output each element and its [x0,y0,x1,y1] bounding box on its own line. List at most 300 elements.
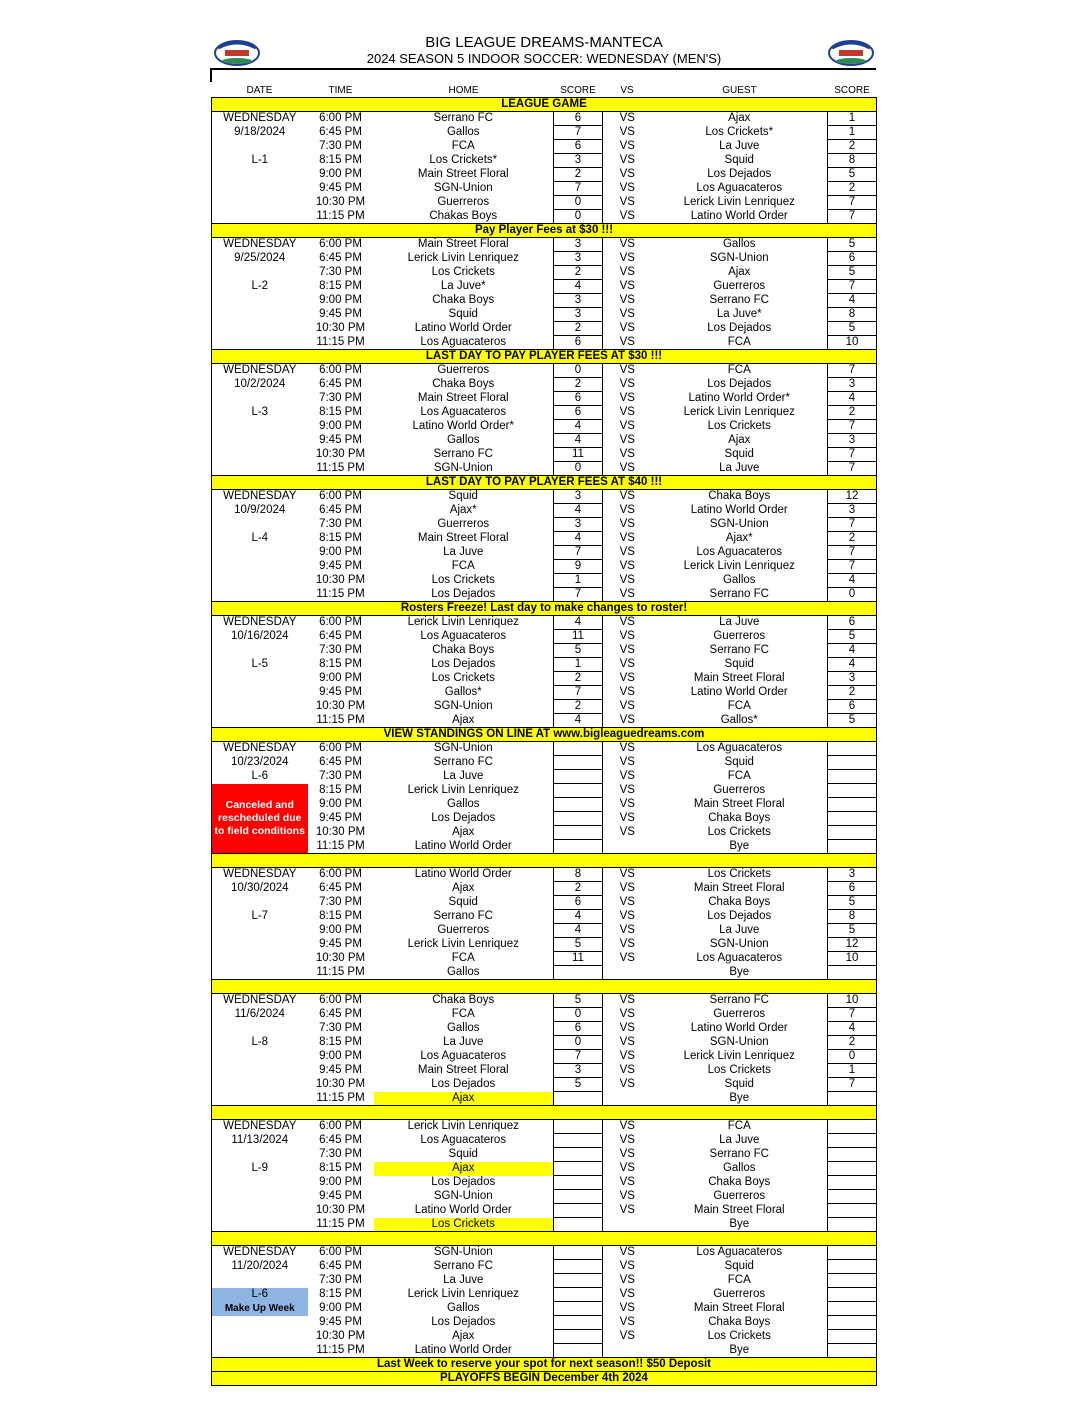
date-cell: 10/23/2024 [212,756,308,770]
vs-header: VS [603,84,652,98]
game-row [212,532,877,546]
home-team: Ajax [452,1330,475,1342]
time-cell: 9:00 PM [319,1176,362,1188]
guest-team: Chaka Boys [708,812,771,824]
game-row [212,280,877,294]
guest-team: Main Street Floral [693,882,785,894]
time-cell: 10:30 PM [315,448,366,460]
time-cell: 7:30 PM [319,896,362,908]
game-row [212,252,877,266]
date-cell: 11/13/2024 [212,1134,308,1148]
home-score: 4 [554,616,603,630]
home-score: 4 [554,924,603,938]
game-row [212,364,877,378]
time-cell: 8:15 PM [319,1162,362,1174]
home-score: 7 [554,1050,603,1064]
time-cell: 6:45 PM [319,378,362,390]
home-score: 6 [554,140,603,154]
date-cell: WEDNESDAY [212,364,308,378]
guest-score: 12 [828,490,877,504]
home-score: 6 [554,112,603,126]
time-cell: 8:15 PM [319,1036,362,1048]
game-row [212,1330,877,1344]
guest-team: Latino World Order [690,686,788,698]
vs-cell: VS [619,518,635,530]
game-row [212,700,877,714]
guest-team: Bye [729,1217,750,1230]
time-cell: 11:15 PM [316,461,365,474]
vs-cell: VS [619,630,635,642]
vs-cell: VS [619,448,635,460]
home-team: Los Dejados [431,812,496,824]
guest-team: Los Aguacateros [696,952,783,964]
guest-score: 1 [828,112,877,126]
guest-score: 5 [828,266,877,280]
time-cell: 9:00 PM [319,1302,362,1314]
week-banner-text: Pay Player Fees at $30 !!! [212,224,877,238]
game-row [212,574,877,588]
guest-score [828,966,877,980]
vs-cell: VS [619,280,635,292]
date-cell [212,392,308,406]
date-cell: L-8 [212,1036,308,1050]
date-cell [212,1330,308,1344]
week-banner [212,1232,877,1246]
week-banner [212,1106,877,1120]
time-cell: 6:45 PM [319,252,362,264]
home-score: 0 [554,210,603,224]
guest-score: 1 [828,1064,877,1078]
game-row [212,1162,877,1176]
vs-cell: VS [619,182,635,194]
date-cell [212,322,308,336]
vs-cell: VS [619,406,635,418]
vs-cell: VS [619,1134,635,1146]
game-row [212,826,877,840]
guest-team: Main Street Floral [693,798,785,810]
home-score: 4 [554,420,603,434]
date-cell [212,714,308,728]
home-score: 7 [554,182,603,196]
home-score: 3 [554,490,603,504]
page-subtitle: 2024 SEASON 5 INDOOR SOCCER: WEDNESDAY (MEN'S) [366,51,722,66]
time-cell: 9:45 PM [319,560,362,572]
footer-banner [212,1372,877,1386]
home-team: Chaka Boys [432,644,495,656]
date-cell: WEDNESDAY [212,1246,308,1260]
vs-cell: VS [619,266,635,278]
guest-team: Squid [724,756,754,768]
guest-team: Los Dejados [707,168,772,180]
time-cell: 11:15 PM [316,335,365,348]
home-score: 2 [554,266,603,280]
date-cell: WEDNESDAY [212,1120,308,1134]
vs-cell: VS [619,1120,635,1133]
time-cell: 11:15 PM [316,713,365,726]
guest-team: Serrano FC [709,1148,769,1160]
game-row [212,1092,877,1106]
time-cell: 6:00 PM [319,364,362,377]
guest-team: La Juve* [716,308,762,320]
vs-cell: VS [619,1316,635,1328]
home-team: SGN-Union [433,182,493,194]
guest-team: La Juve [719,1134,760,1146]
guest-team: Latino World Order* [688,392,790,404]
vs-cell: VS [619,713,635,726]
guest-team: Serrano FC [709,587,769,600]
date-cell: 10/16/2024 [212,630,308,644]
date-cell: WEDNESDAY [212,868,308,882]
date-cell: 9/18/2024 [212,126,308,140]
guest-score [828,1246,877,1260]
home-score-header: SCORE [554,84,603,98]
home-score [554,1134,603,1148]
home-team: Serrano FC [433,448,493,460]
date-cell: 11/6/2024 [212,1008,308,1022]
guest-team: FCA [727,1120,751,1133]
home-team: Latino World Order [414,322,512,334]
date-cell: L-4 [212,532,308,546]
guest-score: 2 [828,406,877,420]
date-cell [212,546,308,560]
guest-team: La Juve [719,924,760,936]
guest-score: 5 [828,630,877,644]
vs-cell: VS [619,742,635,755]
vs-cell [603,1218,652,1232]
vs-cell: VS [619,126,635,138]
home-team: Serrano FC [433,1260,493,1272]
home-team: Los Dejados [431,1316,496,1328]
game-row [212,294,877,308]
home-team: Gallos [446,965,480,978]
time-cell: 7:30 PM [319,1274,362,1286]
date-cell [212,140,308,154]
home-score: 7 [554,126,603,140]
guest-score: 6 [828,616,877,630]
time-cell: 6:45 PM [319,504,362,516]
home-team: Los Dejados [431,1176,496,1188]
guest-score: 8 [828,910,877,924]
guest-team: Serrano FC [709,644,769,656]
home-score: 0 [554,462,603,476]
time-cell: 9:45 PM [319,812,362,824]
home-score: 2 [554,672,603,686]
guest-score: 7 [828,518,877,532]
vs-cell: VS [619,756,635,768]
home-team: Ajax [452,713,475,726]
week-banner-text: LAST DAY TO PAY PLAYER FEES AT $30 !!! [212,350,877,364]
home-team: Los Aguacateros [420,1134,507,1146]
date-cell [212,1064,308,1078]
date-cell: 11/20/2024 [212,1260,308,1274]
guest-team: Bye [729,965,750,978]
guest-score: 2 [828,140,877,154]
guest-score [828,1330,877,1344]
date-cell [212,434,308,448]
vs-cell: VS [619,140,635,152]
date-cell: L-5 [212,658,308,672]
home-team: Chaka Boys [432,378,495,390]
home-score: 0 [554,1008,603,1022]
schedule-table [211,84,877,1386]
guest-score: 7 [828,462,877,476]
vs-cell: VS [619,1274,635,1286]
vs-cell: VS [619,1148,635,1160]
date-cell [212,336,308,350]
time-cell: 8:15 PM [319,406,362,418]
vs-cell: VS [619,1288,635,1300]
time-cell: 7:30 PM [319,770,362,782]
date-cell [212,168,308,182]
guest-score: 3 [828,434,877,448]
home-team: SGN-Union [433,1190,493,1202]
game-row [212,896,877,910]
home-team: Chaka Boys [432,294,495,306]
date-cell: L-6 [212,770,308,784]
time-cell: 9:45 PM [319,1316,362,1328]
time-cell: 6:45 PM [319,126,362,138]
guest-team: SGN-Union [709,252,769,264]
home-team: FCA [451,1008,475,1020]
vs-cell: VS [619,826,635,838]
guest-team: Ajax [728,112,751,125]
guest-team: Los Crickets* [705,126,774,138]
home-team: Latino World Order [414,1204,512,1216]
home-score: 5 [554,644,603,658]
home-score: 9 [554,560,603,574]
date-cell [212,938,308,952]
home-score [554,1288,603,1302]
game-row [212,1316,877,1330]
date-cell [212,462,308,476]
time-cell: 11:15 PM [316,1217,365,1230]
home-team: Ajax* [449,504,477,516]
date-cell [212,1204,308,1218]
guest-score: 5 [828,322,877,336]
home-team: La Juve [443,546,484,558]
guest-score [828,756,877,770]
home-team: Los Crickets* [429,154,498,166]
home-score [554,742,603,756]
game-row [212,1008,877,1022]
guest-team: Squid [724,154,754,166]
time-cell: 9:45 PM [319,1190,362,1202]
home-team: SGN-Union [433,461,493,474]
home-score [554,1316,603,1330]
week-banner-text [212,1106,877,1120]
guest-score: 6 [828,252,877,266]
time-cell: 6:45 PM [319,756,362,768]
home-score: 2 [554,700,603,714]
time-cell: 6:00 PM [319,616,362,629]
home-team: Guerreros [437,364,490,377]
home-team: Main Street Floral [417,1064,509,1076]
time-cell: 9:00 PM [319,924,362,936]
game-row [212,994,877,1008]
guest-team: Guerreros [713,630,766,642]
guest-score [828,742,877,756]
home-score: 6 [554,896,603,910]
vs-cell: VS [619,504,635,516]
game-row [212,1176,877,1190]
guest-team: Latino World Order [690,1022,788,1034]
week-banner [212,980,877,994]
guest-team: Main Street Floral [693,672,785,684]
date-cell [212,308,308,322]
game-row [212,308,877,322]
guest-team: Latino World Order [690,504,788,516]
time-cell: 6:45 PM [319,1008,362,1020]
guest-score: 2 [828,1036,877,1050]
time-cell: 11:15 PM [316,209,365,222]
home-score: 4 [554,532,603,546]
guest-team: Gallos [722,238,756,251]
home-score [554,770,603,784]
guest-team: Guerreros [713,1288,766,1300]
game-row [212,868,877,882]
guest-score: 5 [828,714,877,728]
home-team: Lerick Livin Lenriquez [407,1120,519,1133]
guest-score: 4 [828,1022,877,1036]
game-row [212,1050,877,1064]
home-score: 2 [554,168,603,182]
guest-team: La Juve [719,616,760,629]
home-team: La Juve* [440,280,486,292]
game-row [212,322,877,336]
guest-score: 12 [828,938,877,952]
date-cell [212,182,308,196]
home-score [554,1344,603,1358]
guest-team: Main Street Floral [693,1302,785,1314]
time-cell: 10:30 PM [315,700,366,712]
vs-cell: VS [619,1260,635,1272]
title-left-edge [210,68,212,82]
game-row [212,1288,877,1302]
home-team: Los Crickets [374,1218,554,1232]
guest-team: SGN-Union [709,938,769,950]
home-score [554,1148,603,1162]
home-header: HOME [374,84,554,98]
guest-team: Main Street Floral [693,1204,785,1216]
time-cell: 6:45 PM [319,882,362,894]
date-cell: WEDNESDAY [212,112,308,126]
column-header-row [212,84,877,98]
time-cell: 11:15 PM [316,1091,365,1104]
game-row [212,1022,877,1036]
week-banner-text: LEAGUE GAME [212,98,877,112]
home-team: Ajax [374,1162,554,1176]
date-cell: 10/9/2024 [212,504,308,518]
game-row [212,112,877,126]
vs-cell: VS [619,392,635,404]
time-cell: 6:00 PM [319,742,362,755]
time-cell: 11:15 PM [316,1343,365,1356]
time-cell: 10:30 PM [315,574,366,586]
vs-cell [603,1092,652,1106]
date-cell [212,966,308,980]
home-score [554,1246,603,1260]
guest-team: Los Crickets [707,868,771,881]
time-cell: 10:30 PM [315,196,366,208]
vs-cell: VS [619,294,635,306]
guest-team: Squid [724,658,754,670]
time-cell: 10:30 PM [315,1078,366,1090]
game-row [212,210,877,224]
home-score [554,1176,603,1190]
guest-team: Latino World Order [690,209,788,222]
guest-score: 4 [828,574,877,588]
game-row [212,434,877,448]
date-cell [212,420,308,434]
game-row [212,588,877,602]
guest-score [828,1218,877,1232]
date-cell [212,1078,308,1092]
time-cell: 9:00 PM [319,294,362,306]
home-score: 6 [554,406,603,420]
game-row [212,714,877,728]
home-team: Gallos [446,1022,480,1034]
game-row [212,1064,877,1078]
home-team: FCA [451,560,475,572]
date-cell [212,672,308,686]
home-score [554,1274,603,1288]
home-team: Lerick Livin Lenriquez [407,938,519,950]
vs-cell: VS [619,784,635,796]
game-row [212,196,877,210]
home-score: 2 [554,378,603,392]
home-score: 11 [554,630,603,644]
time-cell: 6:00 PM [319,994,362,1007]
time-cell: 7:30 PM [319,140,362,152]
home-score: 0 [554,196,603,210]
guest-score [828,1302,877,1316]
game-row [212,1036,877,1050]
home-team: Ajax [452,826,475,838]
home-team: La Juve [443,770,484,782]
guest-score: 10 [828,994,877,1008]
game-row [212,490,877,504]
week-banner-text [212,1232,877,1246]
game-row [212,1078,877,1092]
time-cell: 10:30 PM [315,1204,366,1216]
guest-score: 3 [828,672,877,686]
date-cell [212,644,308,658]
vs-cell: VS [619,252,635,264]
vs-cell: VS [619,364,635,377]
vs-cell: VS [619,1190,635,1202]
guest-score [828,1092,877,1106]
vs-cell: VS [619,238,635,251]
guest-score [828,798,877,812]
game-row [212,1204,877,1218]
home-team: Gallos [446,798,480,810]
guest-team: Squid [724,1260,754,1272]
home-team: Chaka Boys [432,994,495,1007]
game-row [212,1260,877,1274]
vs-cell: VS [619,770,635,782]
vs-cell: VS [619,868,635,881]
vs-cell: VS [619,490,635,503]
game-row [212,630,877,644]
guest-team: Lerick Livin Lenriquez [683,196,795,208]
date-cell [212,1176,308,1190]
game-row [212,840,877,854]
time-cell: 9:00 PM [319,672,362,684]
guest-score [828,1316,877,1330]
guest-team: Gallos [722,1162,756,1174]
guest-team: Ajax [728,434,751,446]
date-cell [212,1148,308,1162]
